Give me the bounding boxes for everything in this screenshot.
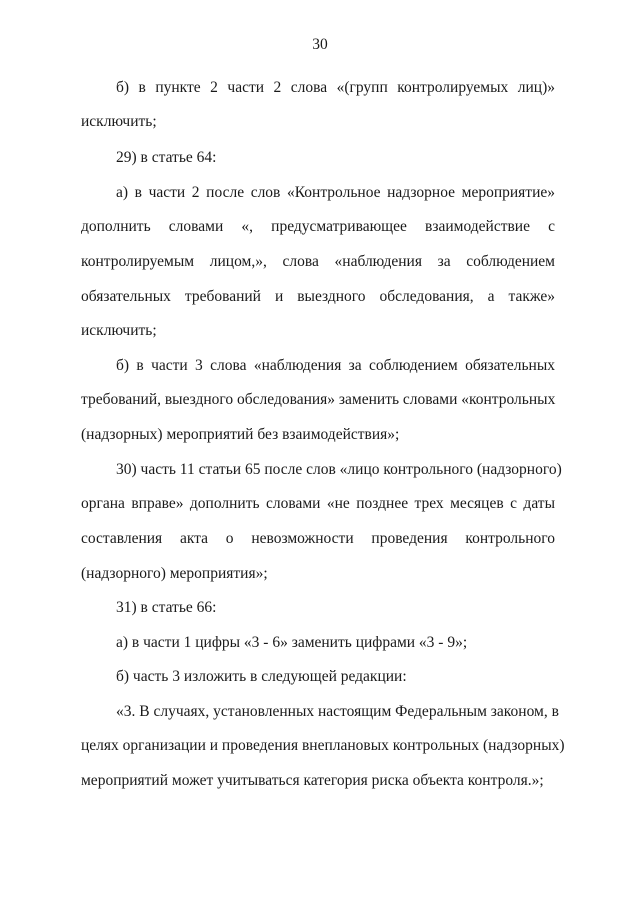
text-line: (надзорного) мероприятия»; [81,565,268,582]
text-line: 29) в статье 64: [116,149,217,166]
text-line: контролируемым лицом,», слова «наблюдения за соблюдением [81,253,555,270]
page-number: 30 [312,36,328,53]
text-line: а) в части 1 цифры «3 - 6» заменить цифрами «3 - 9»; [116,634,468,651]
text-line: целях организации и проведения внеплановых контрольных (надзорных) [81,737,565,754]
text-line: б) в части 3 слова «наблюдения за соблюдением обязательных [116,357,555,374]
text-line: исключить; [81,322,157,339]
text-line: исключить; [81,113,157,130]
text-line: 30) часть 11 статьи 65 после слов «лицо контрольного (надзорного) [116,461,562,478]
text-line: мероприятий может учитываться категория риска объекта контроля.»; [81,772,544,789]
text-line: «3. В случаях, установленных настоящим Федеральным законом, в [116,703,559,720]
text-line: составления акта о невозможности проведения контрольного [81,530,555,547]
text-line: обязательных требований и выездного обследования, а также» [81,288,555,305]
text-line: (надзорных) мероприятий без взаимодействия»; [81,426,400,443]
text-line: б) в пункте 2 части 2 слова «(групп контролируемых лиц)» [116,79,555,96]
text-line: дополнить словами «, предусматривающее взаимодействие с [81,218,555,235]
text-line: органа вправе» дополнить словами «не позднее трех месяцев с даты [81,495,555,512]
text-line: б) часть 3 изложить в следующей редакции: [116,668,407,685]
text-line: а) в части 2 после слов «Контрольное надзорное мероприятие» [116,184,555,201]
text-line: 31) в статье 66: [116,599,217,616]
text-line: требований, выездного обследования» заменить словами «контрольных [81,391,556,408]
